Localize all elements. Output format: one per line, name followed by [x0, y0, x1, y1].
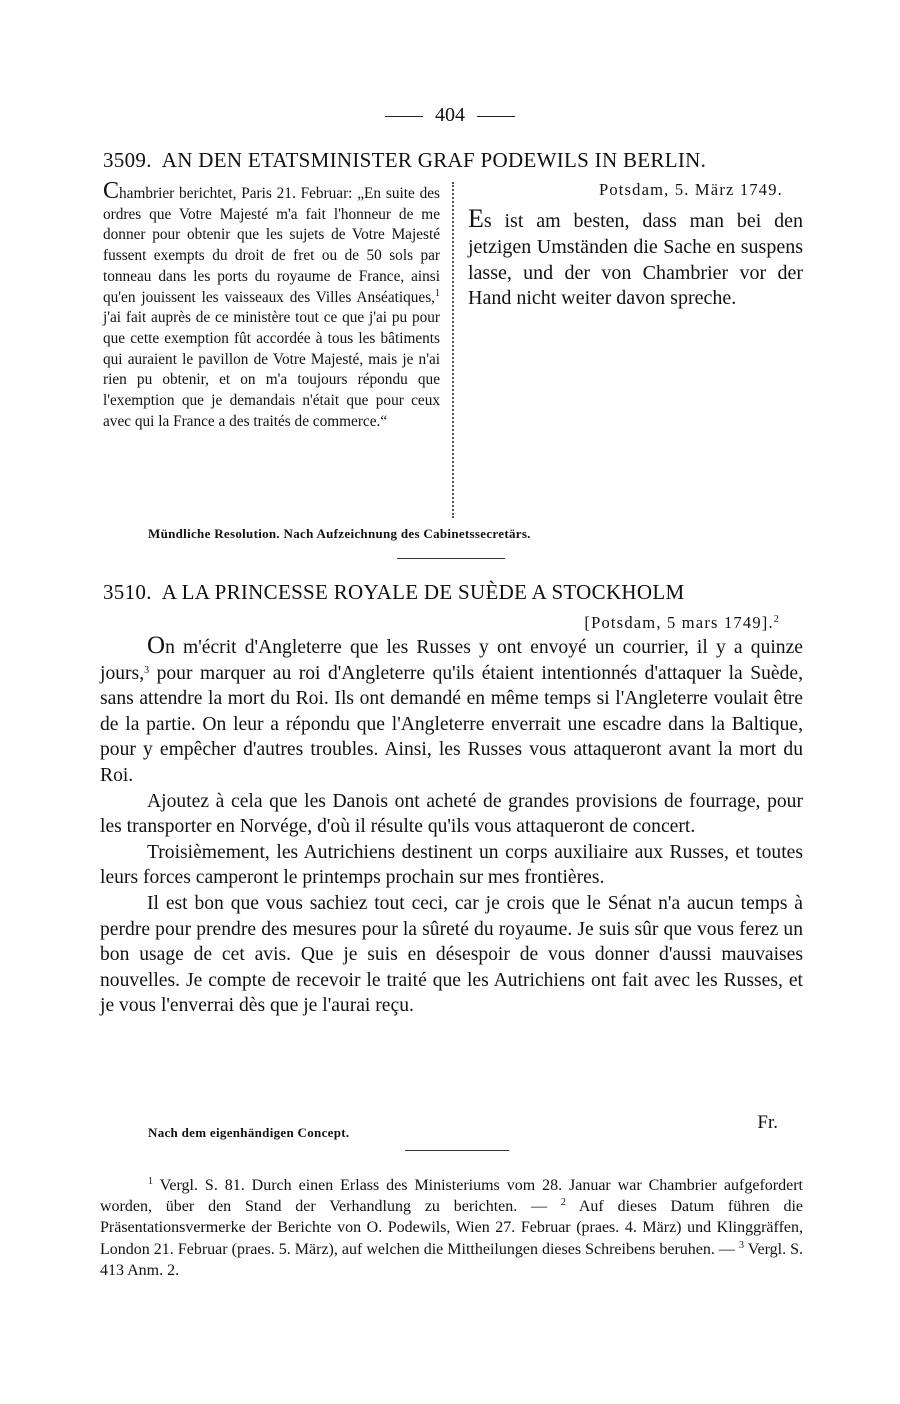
- page-number-dash-right: [477, 116, 515, 117]
- signature: Fr.: [757, 1112, 778, 1133]
- paragraph: On m'écrit d'Angleterre que les Russes y ont envoyé un courrier, il y a quinze jours,$^3$ pour marquer au roi d'Angleterre qu'ils étaient intentionnés d'attaquer la Suède, sans attendre la mort du Roi. Ils ont demandé en même temps si l'Angleterre voulait être de la partie. On leur a répondu que l'Angleterre enverrait une escadre dans la Baltique, pour y empêcher d'autres troubles. Ainsi, les Russes vous attaqueront avant la mort du Roi.: [100, 632, 803, 786]
- footnote-separator: [405, 1150, 509, 1151]
- letter-date: [Potsdam, 5 mars 1749].$^2$: [584, 613, 780, 632]
- section-3509-left-column: [103, 178, 440, 432]
- resolution-text: Es ist am besten, dass man bei den jetzigen Umständen die Sache en suspens lasse, und der von Chambrier vor der Hand nicht weiter davon spreche.: [468, 204, 803, 310]
- source-note: Nach dem eigenhändigen Concept.: [148, 1125, 350, 1140]
- footnote-ref: 2: [773, 614, 780, 625]
- footnote-ref: 1: [435, 287, 440, 299]
- paragraph: Ajoutez à cela que les Danois ont acheté de grandes provisions de fourrage, pour les transporter en Norvége, d'où il résulte qu'ils vous attaqueront de concert.: [100, 790, 803, 838]
- paragraph: Troisièmement, les Autrichiens destinent un corps auxiliaire aux Russes, et toutes leurs forces camperont le printemps prochain sur mes frontières.: [100, 841, 803, 889]
- section-3509-heading: [103, 148, 808, 173]
- footnote-text: $^1$ Vergl. S. 81. Durch einen Erlass des Ministeriums vom 28. Januar war Chambrier aufgefordert worden, über den Stand der Verhandlung zu berichten. — $^2$ Auf dieses Datum führen die Präsentationsvermerke der Berichte von O. Podewils, Wien 27. Februar (praes. 4. März) und Klinggräffen, London 21. Februar (praes. 5. März), auf welchen die Mittheilungen dieses Schreibens beruhen. — $^3$ Vergl. S. 413 Anm. 2.: [100, 1176, 804, 1279]
- section-3509-right-column: [468, 180, 803, 312]
- footnote-mark: 2: [560, 1197, 566, 1209]
- footnote-mark: 1: [148, 1176, 153, 1187]
- section-number: 3509.: [103, 148, 152, 172]
- drop-initial: E: [468, 204, 484, 233]
- resolution-date: Potsdam, 5. März 1749.: [598, 180, 783, 199]
- section-number: 3510.: [103, 580, 152, 604]
- paragraph: Il est bon que vous sachiez tout ceci, car je crois que le Sénat n'a aucun temps à perdre pour prendre des mesures pour la sûreté du royaume. Je suis sûr que vous ferez un bon usage de cet avis. Que je suis en désespoir de vous donner d'aussi mauvaises nouvelles. Je compte de recevoir le traité que les Autrichiens ont fait avec les Russes, et je vous l'enverrai dès que je l'aurai reçu.: [100, 892, 803, 1017]
- source-note: Mündliche Resolution. Nach Aufzeichnung des Cabinetssecretärs.: [148, 526, 531, 541]
- section-title: AN DEN ETATSMINISTER GRAF PODEWILS IN BERLIN.: [161, 148, 707, 172]
- drop-initial: C: [103, 178, 120, 204]
- page-number: 404: [0, 104, 900, 127]
- footnote-mark: 3: [738, 1239, 744, 1251]
- chambrier-report: Chambrier berichtet, Paris 21. Februar: „En suite des ordres que Votre Majesté m'a fait l'honneur de me donner pour obtenir que les sujets de Votre Majesté fussent exempts du droit de fret ou de 50 sols par tonneau dans les ports du royaume de France, ainsi qu'en jouissent les vaisseaux des Villes Anséatiques,$^1$ j'ai fait auprès de ce ministère tout ce que j'ai pu pour que cette exemption fût accordée à tous les bâtiments qui auraient le pavillon de Votre Majesté, mais je n'ai rien pu obtenir, et on m'a toujours répondu que l'exemption que je demandais n'était que pour ceux avec qui la France a des traités de commerce.“: [103, 178, 440, 430]
- footnotes: [100, 1175, 803, 1281]
- drop-initial: O: [147, 632, 166, 659]
- column-divider: [452, 182, 454, 518]
- section-3510-heading: [103, 580, 803, 605]
- section-separator: [397, 558, 505, 559]
- letter-body: [100, 633, 803, 1019]
- footnote-ref: 3: [144, 664, 150, 676]
- page-number-dash-left: [385, 116, 423, 117]
- section-title: A LA PRINCESSE ROYALE DE SUÈDE A STOCKHOLM: [161, 580, 685, 604]
